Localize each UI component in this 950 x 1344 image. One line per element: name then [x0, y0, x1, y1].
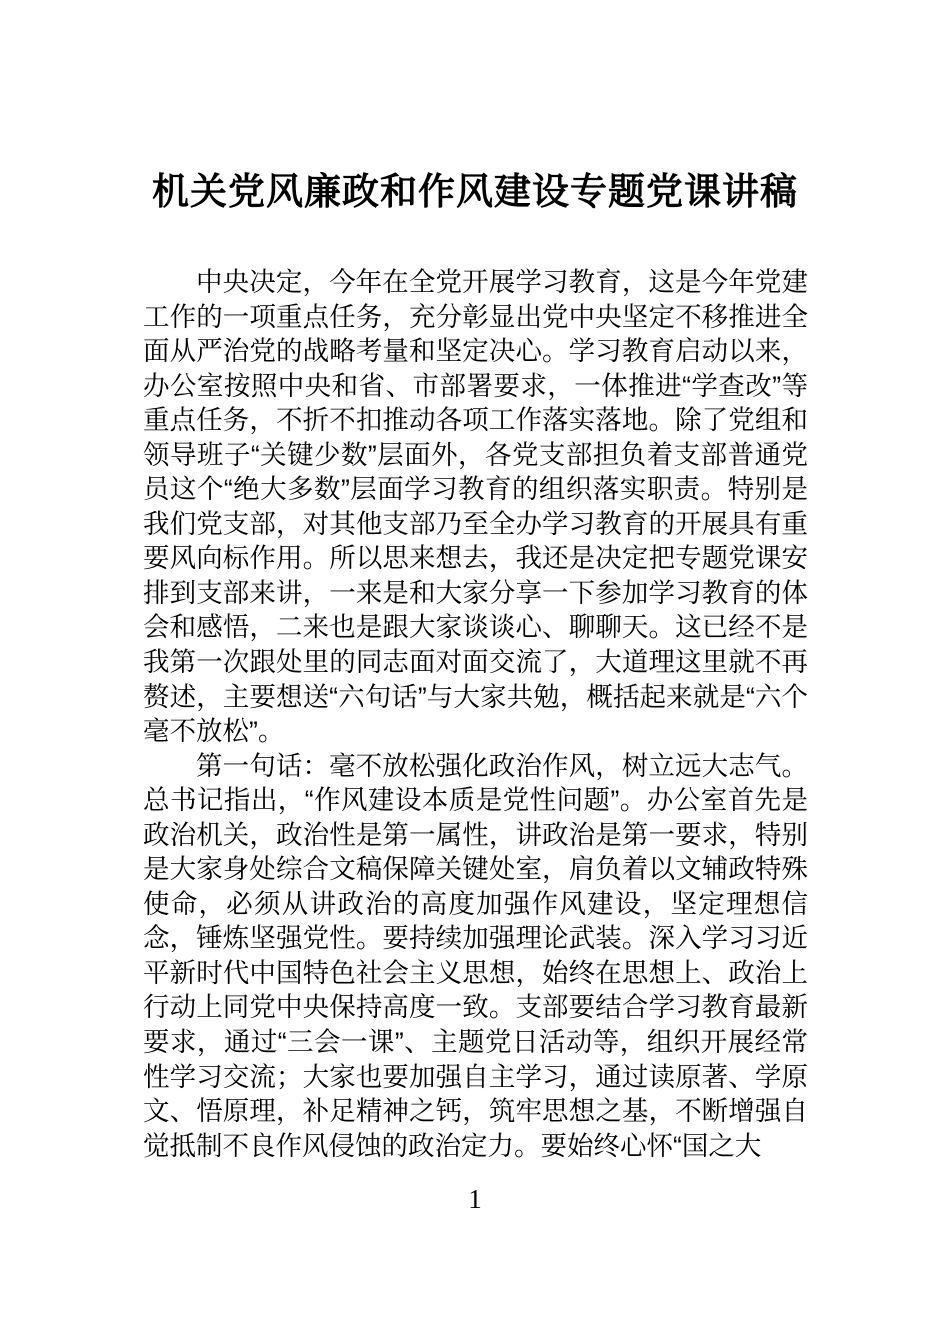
document-title: 机关党风廉政和作风建设专题党课讲稿 — [152, 171, 798, 212]
paragraph-intro — [143, 265, 808, 749]
document-body — [143, 265, 808, 1163]
page-number: 1 — [468, 1184, 482, 1214]
paragraph-first-point-lead: 第一句话：毫不放松强化政治作风，树立远大志气。 — [196, 750, 808, 781]
paragraph-first-point-text: 总书记指出，“作风建设本质是党性问题”。办公室首先是政治机关，政治性是第一属性，讲政治是第一要求，特别是大家身处综合文稿保障关键处室，肩负着以文辅政特殊使命，必须从讲政治的高度加强作风建设，坚定理想信念，锤炼坚强党性。要持续加强理论武装。深入学习习近平新时代中国特色社会主义思想，始终在思想上、政治上行动上同党中央保持高度一致。支部要结合学习教育最新要求，通过“三会一课”、主题党日活动等，组织开展经常性学习交流；大家也要加强自主学习，通过读原著、学原文、悟原理，补足精神之钙，筑牢思想之基，不断增强自觉抵制不良作风侵蚀的政治定力。要始终心怀“国之大 — [143, 785, 808, 1161]
paragraph-first-point — [143, 749, 808, 1164]
paragraph-intro-text: 中央决定，今年在全党开展学习教育，这是今年党建工作的一项重点任务，充分彰显出党中央坚定不移推进全面从严治党的战略考量和坚定决心。学习教育启动以来，办公室按照中央和省、市部署要求，一体推进“学查改”等重点任务，不折不扣推动各项工作落实落地。除了党组和领导班子“关键少数”层面外，各党支部担负着支部普通党员这个“绝大多数”层面学习教育的组织落实职责。特别是我们党支部，对其他支部乃至全办学习教育的开展具有重要风向标作用。所以思来想去，我还是决定把专题党课安排到支部来讲，一来是和大家分享一下参加学习教育的体会和感悟，二来也是跟大家谈谈心、聊聊天。这已经不是我第一次跟处里的同志面对面交流了，大道理这里就不再赘述，主要想送“六句话”与大家共勉，概括起来就是“六个毫不放松”。 — [143, 267, 808, 747]
